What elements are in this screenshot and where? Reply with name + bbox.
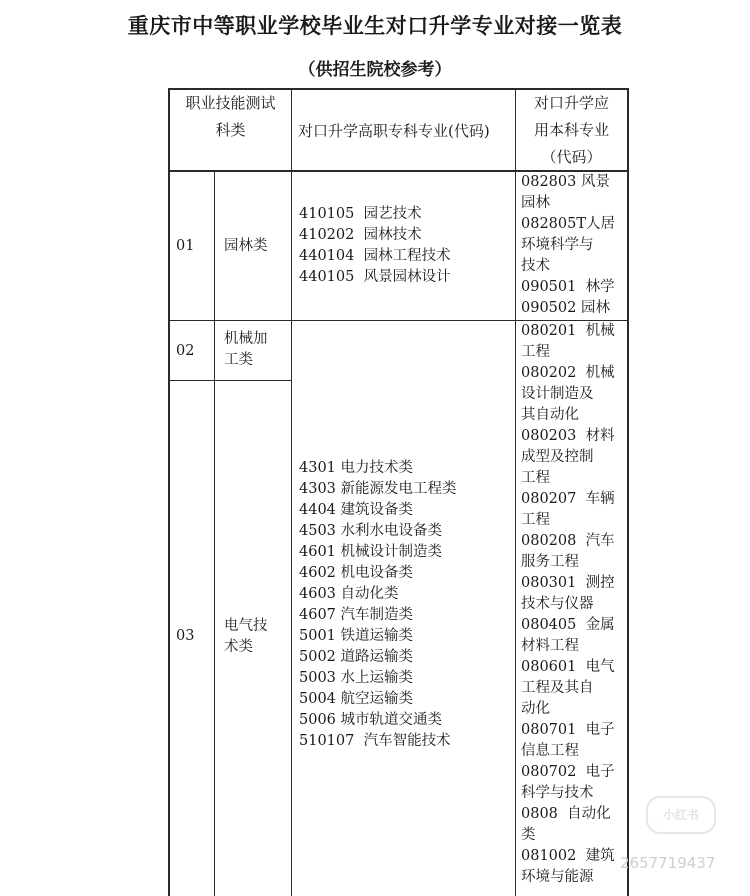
table-right-border	[627, 88, 629, 896]
header-higher-vocational: 对口升学高职专科专业(代码)	[298, 122, 490, 140]
shared-higher-vocational-list: 4301 电力技术类 4303 新能源发电工程类 4404 建筑设备类 4503 水利水电设备类 4601 机械设计制造类 4602 机电设备类 4603 自动化类 4607 汽车制造类 5001 铁道运输类 5002 道路运输类 5003 水上运输类 5004 航空运输类 5006 城市轨道交通类 510107 汽车智能技术	[299, 460, 457, 749]
row3-category: 电气技 术类	[224, 618, 268, 655]
document-subtitle: （供招生院校参考）	[298, 60, 452, 80]
shared-undergrad-list: 080201 机械 工程 080202 机械 设计制造及 其自动化 080203 材料 成型及控制 工程 080207 车辆 工程 080208 汽车 服务工程 080301 测控 技术与仪器 080405 金属 材料工程 080601 电气 工程及其自 动化 080701 电子 信息工程 080702 电子 科学与技术 0808 自动化 类 081002 建筑 环境与能源	[521, 323, 615, 885]
header-undergrad: 对口升学应 用本科专业 （代码）	[533, 94, 609, 166]
header-test-category: 职业技能测试 科类	[185, 94, 276, 139]
row1-code: 01	[176, 238, 195, 254]
row1-higher-vocational: 410105 园艺技术 410202 园林技术 440104 园林工程技术 440105 风景园林设计	[299, 206, 451, 285]
vocational-column-divider	[515, 88, 516, 896]
row1-category: 园林类	[224, 238, 268, 254]
category-column-divider	[291, 88, 292, 896]
watermark-id: 2657719437	[620, 854, 716, 872]
watermark-badge: 小红书	[646, 796, 716, 834]
row2-code: 02	[176, 343, 195, 359]
table-left-border	[168, 88, 170, 896]
row1-undergrad: 082803 风景 园林 082805T人居 环境科学与 技术 090501 林学 090502 园林	[521, 174, 616, 316]
row2-bottom-border	[168, 380, 292, 381]
row2-category: 机械加 工类	[224, 331, 268, 368]
code-column-divider	[214, 171, 215, 896]
document-title: 重庆市中等职业学校毕业生对口升学专业对接一览表	[127, 14, 623, 38]
row3-code: 03	[176, 628, 195, 644]
